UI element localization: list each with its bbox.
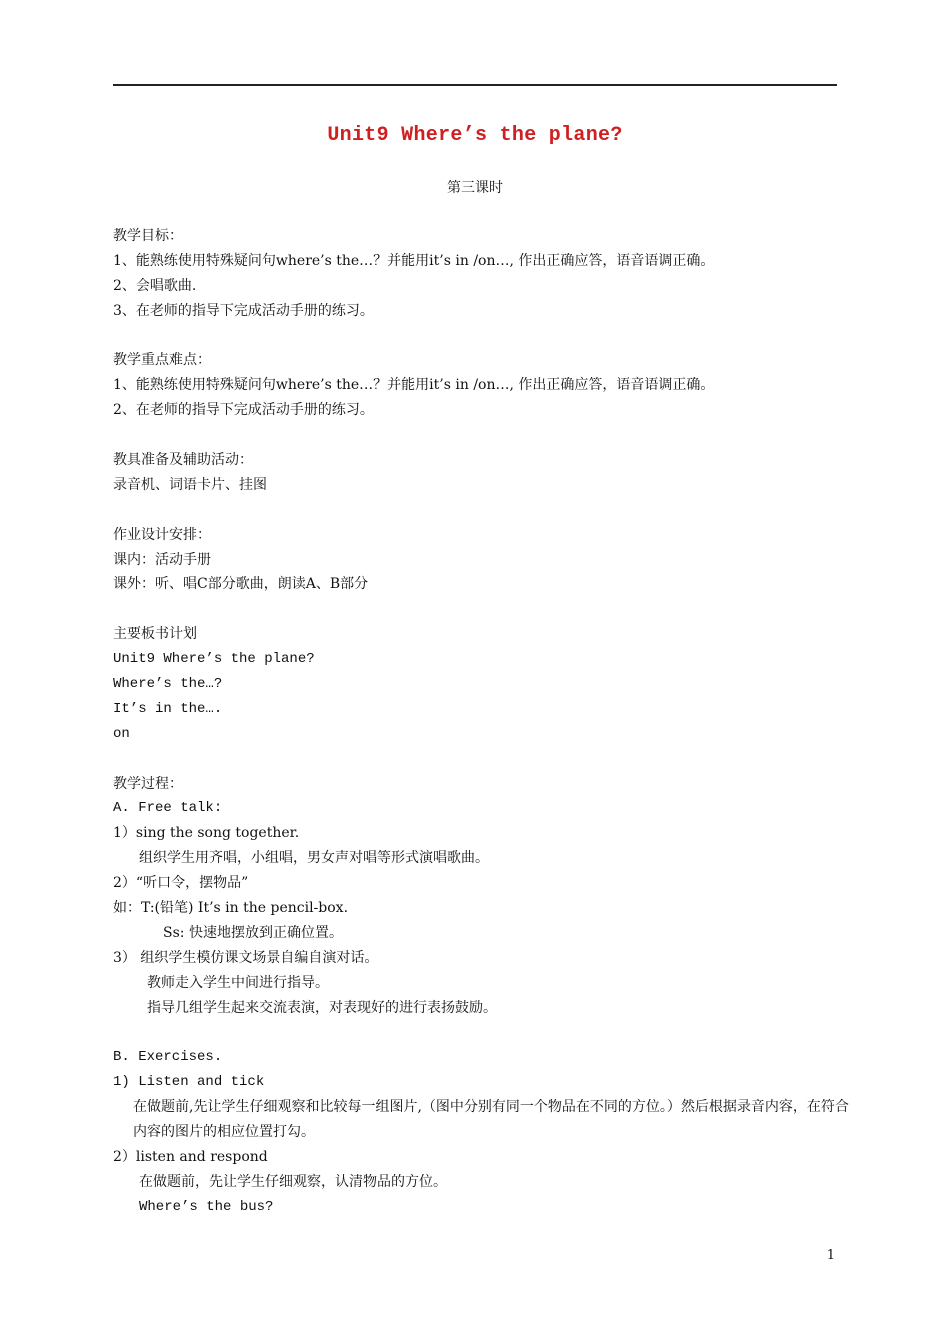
process-heading: 教学过程： bbox=[113, 775, 183, 792]
step-a3-note: 指导几组学生起来交流表演，对表现好的进行表扬鼓励。 bbox=[147, 999, 497, 1016]
board-plan-line: on bbox=[113, 725, 130, 742]
step-a3: 3） 组织学生模仿课文场景自编自演对话。 bbox=[113, 949, 379, 966]
page-number: 1 bbox=[826, 1248, 835, 1263]
step-a2: 2）“听口令，摆物品” bbox=[113, 875, 249, 892]
step-a1-note: 组织学生用齐唱，小组唱，男女声对唱等形式演唱歌曲。 bbox=[139, 850, 489, 867]
step-b1-note: 在做题前,先让学生仔细观察和比较每一组图片,（图中分别有同一个物品在不同的方位。）然后根据录音内容，在符合内容的图片的相应位置打勾。 bbox=[133, 1099, 849, 1141]
lesson-subtitle: 第三课时 bbox=[447, 180, 503, 196]
step-a2-students: Ss: 快速地摆放到正确位置。 bbox=[163, 924, 343, 941]
objective-item: 2、会唱歌曲. bbox=[113, 277, 197, 294]
step-b1: 1) Listen and tick bbox=[113, 1074, 265, 1091]
board-plan-line: It’s in the…. bbox=[113, 700, 223, 717]
board-plan-heading: 主要板书计划 bbox=[113, 626, 197, 643]
homework-heading: 作业设计安排： bbox=[113, 526, 211, 543]
homework-in-class: 课内：活动手册 bbox=[113, 551, 211, 568]
section-b-title: B. Exercises. bbox=[113, 1049, 223, 1066]
document-body bbox=[113, 224, 853, 1220]
key-points-heading: 教学重点难点： bbox=[113, 352, 211, 369]
step-b2-question: Where’s the bus? bbox=[139, 1198, 274, 1215]
key-point-item: 2、在老师的指导下完成活动手册的练习。 bbox=[113, 402, 374, 419]
header-rule bbox=[113, 84, 837, 86]
step-a3-note: 教师走入学生中间进行指导。 bbox=[147, 974, 329, 991]
key-point-item: 1、能熟练使用特殊疑问句where’s the…？并能用it’s in /on…, 作出正确应答，语音语调正确。 bbox=[113, 377, 715, 394]
document-title: Unit9 Where’s the plane? bbox=[327, 124, 623, 147]
step-b2: 2）listen and respond bbox=[113, 1148, 268, 1165]
step-b2-note: 在做题前，先让学生仔细观察，认清物品的方位。 bbox=[139, 1173, 447, 1190]
objective-item: 3、在老师的指导下完成活动手册的练习。 bbox=[113, 302, 374, 319]
homework-after-class: 课外：听、唱C部分歌曲，朗读A、B部分 bbox=[113, 576, 369, 593]
section-a-title: A. Free talk: bbox=[113, 800, 223, 817]
step-a2-example: 如：T:(铅笔) It’s in the pencil-box. bbox=[113, 900, 349, 917]
materials-heading: 教具准备及辅助活动： bbox=[113, 452, 253, 469]
board-plan-line: Unit9 Where’s the plane? bbox=[113, 651, 315, 668]
objectives-heading: 教学目标： bbox=[113, 228, 183, 244]
board-plan-line: Where’s the…? bbox=[113, 676, 223, 693]
objective-item: 1、能熟练使用特殊疑问句where’s the…？并能用it’s in /on…, 作出正确应答，语音语调正确。 bbox=[113, 252, 715, 269]
materials-text: 录音机、词语卡片、挂图 bbox=[113, 476, 267, 493]
step-a1: 1）sing the song together. bbox=[113, 825, 300, 842]
